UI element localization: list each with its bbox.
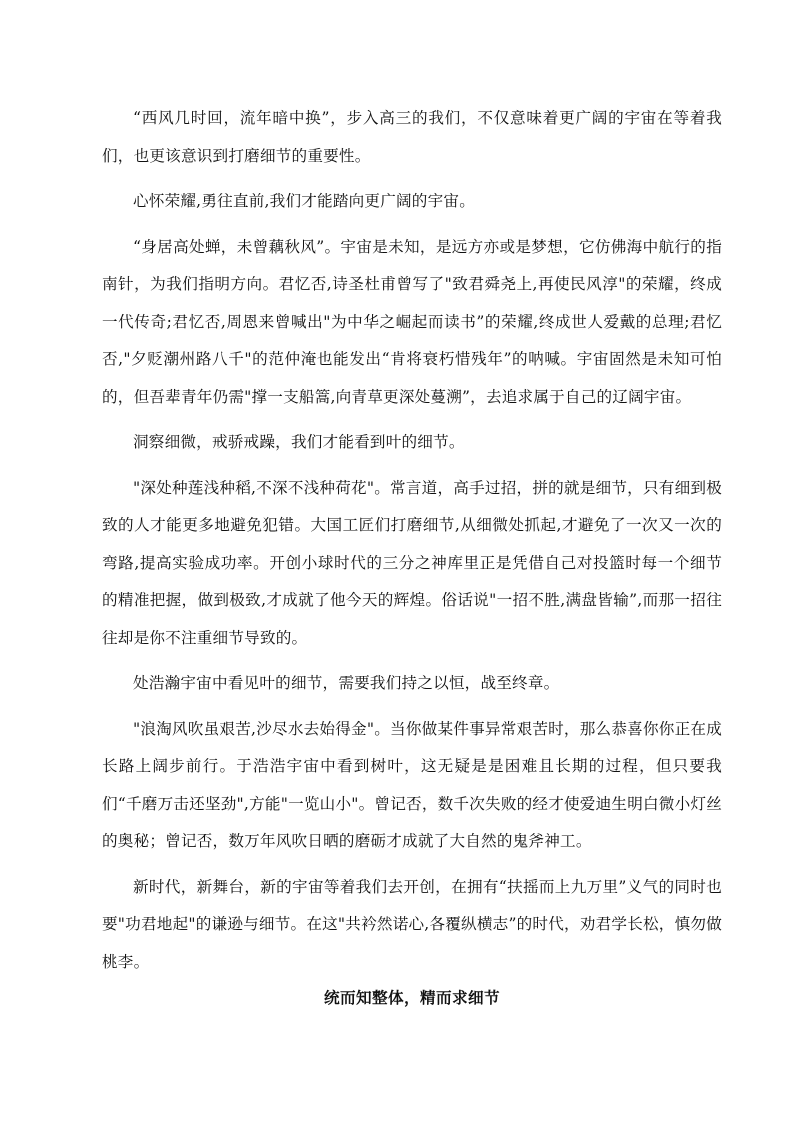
paragraph-conclusion: 新时代，新舞台，新的宇宙等着我们去开创，在拥有“扶摇而上九万里”义气的同时也要"功君地起"的谦逊与细节。在这"共衿然诺心,各覆纵横志”的时代，劝君学长松，慎勿做桃李。 — [102, 877, 722, 971]
paragraph-detail-examples: "深处种莲浅种稻,不深不浅种荷花"。常言道，高手过招，拼的就是细节，只有细到极致的人才能更多地避免犯错。大国工匠们打磨细节,从细微处抓起,才避免了一次又一次的弯路,提高实验成功率。开创小球时代的三分之神库里正是凭借自己对投篮时每一个细节的精准把握，做到极致,才成就了他今天的辉煌。俗话说"一招不胜,满盘皆输”,而那一招往往却是你不注重细节导致的。 — [102, 478, 722, 647]
paragraph-thesis-detail: 洞察细微，戒骄戒躁，我们才能看到叶的细节。 — [133, 433, 465, 451]
paragraph-honor-examples: “身居高处蝉，未曾藕秋风”。宇宙是未知，是远方亦或是梦想，它仿佛海中航行的指南针，为我们指明方向。君忆否,诗圣杜甫曾写了"致君舜尧上,再使民风淳"的荣耀，终成一代传奇;君忆否,周恩来曾喊出"为中华之崛起而读书”的荣耀,终成世人爱戴的总理;君忆否,"夕贬潮州路八千"的范仲淹也能发出“肯将衰朽惜残年”的呐喊。宇宙固然是未知可怕的，但吾辈青年仍需"撑一支船篙,向青草更深处蔓溯”，去追求属于自己的辽阔宇宙。 — [102, 237, 722, 406]
document-page — [102, 100, 722, 1013]
paragraph-perseverance-examples: "浪淘风吹虽艰苦,沙尽水去始得金"。当你做某件事异常艰苦时，那么恭喜你你正在成长路上阔步前行。于浩浩宇宙中看到树叶，这无疑是是困难且长期的过程，但只要我们“千磨万击还坚劲",方能"一览山小"。曾记否，数千次失败的经才使爱迪生明白微小灯丝的奥秘；曾记否，数万年风吹日晒的磨砺才成就了大自然的鬼斧神工。 — [102, 719, 722, 850]
paragraph-thesis-honor: 心怀荣耀,勇往直前,我们才能踏向更广阔的宇宙。 — [133, 192, 475, 210]
paragraph-thesis-perseverance: 处浩瀚宇宙中看见叶的细节，需要我们持之以恒，战至终章。 — [133, 674, 560, 692]
section-heading: 统而知整体，精而求细节 — [324, 989, 500, 1007]
paragraph-intro: “西风几时回，流年暗中换”，步入高三的我们，不仅意味着更广阔的宇宙在等着我们，也更该意识到打磨细节的重要性。 — [102, 109, 722, 165]
